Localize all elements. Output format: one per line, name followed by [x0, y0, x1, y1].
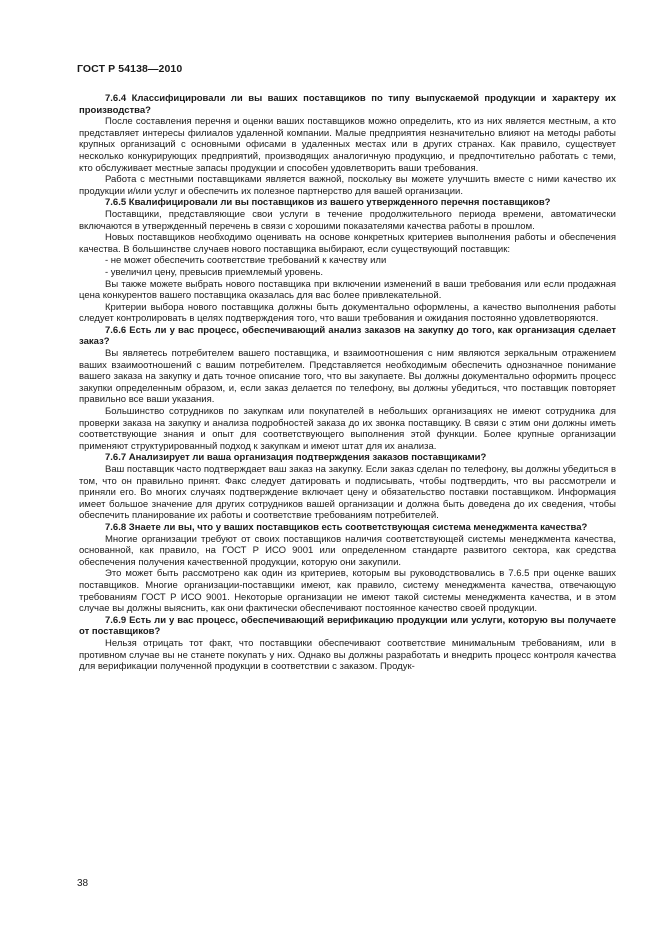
paragraph: После составления перечня и оценки ваших поставщиков можно определить, кто из них является местным, а кто представляет интересы филиалов удаленной компании. Малые предприятия незначительно влияют на методы работы крупных организаций с основными офисами в удаленных местах или в других странах. Как правило, существует несколько конкурирующих предприятий, производящих аналогичную продукцию, и предпочтительно работать с теми, кто обслуживает местные запасы продукции и способен удовлетворить ваши требования. — [79, 116, 616, 174]
section-heading-7-6-6: 7.6.6 Есть ли у вас процесс, обеспечивающий анализ заказов на закупку до того, как организация сделает заказ? — [79, 324, 616, 348]
paragraph: Ваш поставщик часто подтверждает ваш заказ на закупку. Если заказ сделан по телефону, вы должны убедиться в том, что он правильно принят. Факс следует датировать и подписывать, чтобы подтвердить, что вы рассмотрели и приняли его. Во многих случаях подтверждение включает цену и обязательство поставки поставщиком. Информация имеет большое значение для других сотрудников вашей организации и должна быть доведена до их сведения, чтобы обеспечить планирование их работы и соответствие требованиям потребителей. — [79, 464, 616, 522]
paragraph: Новых поставщиков необходимо оценивать на основе конкретных критериев выполнения работы и обеспечения качества. В большинстве случаев нового поставщика выбирают, если существующий поставщик: — [79, 232, 616, 255]
paragraph: Многие организации требуют от своих поставщиков наличия соответствующей системы менеджмента качества, основанной, как правило, на ГОСТ Р ИСО 9001 или определенном стандарте развитого сектора, как средства обеспечения получения качественной продукции, которую они закупили. — [79, 533, 616, 568]
list-item: - увеличил цену, превысив приемлемый уровень. — [105, 266, 323, 278]
section-heading-7-6-9: 7.6.9 Есть ли у вас процесс, обеспечивающий верификацию продукции или услуги, которую вы получаете от поставщиков? — [79, 614, 616, 638]
list-item: - не может обеспечить соответствие требований к качеству или — [105, 255, 387, 267]
section-heading-7-6-8: 7.6.8 Знаете ли вы, что у ваших поставщиков есть соответствующая система менеджмента качества? — [105, 521, 588, 533]
section-heading-7-6-5: 7.6.5 Квалифицировали ли вы поставщиков из вашего утвержденного перечня поставщиков? — [105, 197, 551, 209]
paragraph: Нельзя отрицать тот факт, что поставщики обеспечивают соответствие минимальным требованиям, или в противном случае вы не станете покупать у них. Однако вы должны разработать и внедрить процесс контроля качества для верификации полученной продукции в соответствии с заказом. Продук- — [79, 637, 616, 673]
paragraph: Критерии выбора нового поставщика должны быть документально оформлены, а качество выполнения работы следует контролировать в целях подтверждения того, что ваши требования и ожидания постоянно удовлетворяются. — [79, 301, 616, 325]
paragraph: Большинство сотрудников по закупкам или покупателей в небольших организациях не имеют сотрудника для проверки заказа на закупку и анализа подробностей заказа до их звонка поставщику. В связи с этим они должны иметь соответствующие знания и опыт для соответствующего выполнения этой функции. Более крупные организации применяют структурированный подход к закупкам и имеют штат для их анализа. — [79, 406, 616, 452]
page-content — [79, 93, 616, 673]
paragraph: Поставщики, представляющие свои услуги в течение продолжительного периода времени, автоматически включаются в утвержденный перечень в связи с хорошими показателями качества работы в прошлом. — [79, 208, 616, 232]
section-heading-7-6-4: 7.6.4 Классифицировали ли вы ваших поставщиков по типу выпускаемой продукции и характеру их производства? — [79, 93, 616, 116]
paragraph: Это может быть рассмотрено как один из критериев, которым вы руководствовались в 7.6.5 при оценке ваших поставщиков. Многие организации-поставщики имеют, как правило, систему менеджмента качества, отвечающую требованиям ГОСТ Р ИСО 9001. Некоторые организации не имеют такой системы менеджмента качества, и в этом случае вы должны выяснить, как они фактически обеспечивают постоянное качество своей продукции. — [79, 568, 616, 615]
paragraph: Работа с местными поставщиками является важной, поскольку вы можете улучшить вместе с ними качество их продукции и/или услуг и обеспечить их полезное партнерство для вашей организации. — [79, 174, 616, 197]
section-heading-7-6-7: 7.6.7 Анализирует ли ваша организация подтверждения заказов поставщиками? — [105, 452, 487, 464]
document-header: ГОСТ Р 54138—2010 — [77, 63, 183, 75]
page-number: 38 — [77, 878, 89, 889]
paragraph: Вы являетесь потребителем вашего поставщика, и взаимоотношения с ним являются зеркальным отражением ваших взаимоотношений с вашим потребителем. Представляется необходимым обеспечить однозначное понимание вашего заказа на закупку и дать точное описание того, что вы закупаете. Вы должны документально оформить процесс закупки определенным образом, и, если заказ делается по телефону, вы должны убедиться, что поставщик повторяет правильно все ваши указания. — [79, 348, 616, 406]
paragraph: Вы также можете выбрать нового поставщика при включении изменений в ваши требования или если продажная цена конкурентов вашего поставщика оказалась для вас более привлекательной. — [79, 278, 616, 302]
